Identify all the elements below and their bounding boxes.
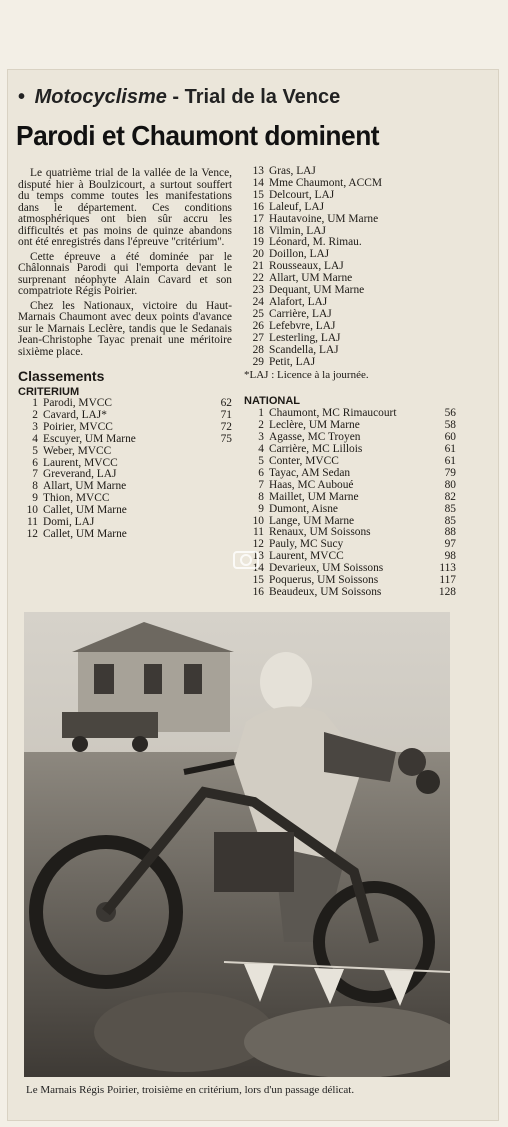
kicker-bullet: • [18,86,26,108]
result-rank: 5 [258,455,264,468]
result-row [244,178,456,190]
result-rank: 22 [252,272,264,285]
result-name: Lesterling, LAJ [269,332,341,344]
result-name: Petit, LAJ [269,356,316,368]
result-name: Callet, UM Marne [43,505,127,517]
result-rank: 3 [258,431,264,444]
result-rank: 4 [258,443,264,456]
result-name: Poirier, MVCC [43,421,113,433]
result-row [244,575,456,587]
result-rank: 11 [27,516,38,529]
result-rank: 20 [252,248,264,261]
result-points [422,357,456,369]
result-points: 61 [444,443,456,456]
result-name: Mme Chaumont, ACCM [269,177,382,189]
result-name: Hautavoine, UM Marne [269,213,379,225]
kicker-subject: - Trial de la Vence [172,86,341,108]
result-rank: 16 [252,200,264,213]
result-points [422,190,456,202]
result-rank: 4 [32,432,38,445]
left-column [18,168,232,541]
result-name: Chaumont, MC Rimaucourt [269,408,397,420]
result-row [244,190,456,202]
paragraph: Cette épreuve a été dominée par le Châlonnais Parodi qui l'emporta devant le surprenant néophyte Alain Cavard et son compatriote Régis Poirier. [18,250,232,297]
result-rank: 24 [252,295,264,308]
result-rank: 27 [252,331,264,344]
result-row [244,516,456,528]
result-rank: 12 [252,538,264,551]
result-points [422,249,456,261]
result-row [244,357,456,369]
result-name: Cavard, LAJ* [43,409,107,421]
result-rank: 15 [252,574,264,587]
result-points [198,469,232,481]
result-name: Domi, LAJ [43,517,95,529]
result-row [18,410,232,422]
result-points [422,273,456,285]
result-points: 82 [444,490,456,503]
result-row [244,249,456,261]
result-row [244,468,456,480]
result-rank: 14 [252,562,264,575]
photobucket-watermark-icon [232,548,260,572]
result-row [244,551,456,563]
result-points [422,214,456,226]
result-name: Callet, UM Marne [43,528,127,540]
result-name: Thion, MVCC [43,493,110,505]
result-row [18,434,232,446]
result-name: Lefebvre, LAJ [269,320,336,332]
headline: Parodi et Chaumont dominent [16,120,380,151]
result-rank: 13 [252,165,264,177]
result-name: Léonard, M. Rimau. [269,237,362,249]
result-name: Haas, MC Auboué [269,479,354,491]
result-row [18,422,232,434]
paragraph: Le quatrième trial de la vallée de la Vence, disputé hier à Boulzicourt, a surtout souffert du temps comme toutes les manifestations dans le département. Ces conditions atmosphériques ont bien sûr accru les difficultés et pas moins de quinze abandons ont été enregistrés dans l'épreuve ''critérium''. [18,167,232,248]
result-row [18,529,232,541]
result-row [244,202,456,214]
result-rank: 6 [32,456,38,469]
article-kicker [18,86,488,109]
result-points [198,446,232,458]
result-points [422,226,456,238]
result-row [18,469,232,481]
kicker-section: Motocyclisme [34,86,167,108]
result-rank: 14 [252,176,264,189]
result-row [18,398,232,410]
criterium-list-part-1 [18,398,232,541]
result-row [18,493,232,505]
criterium-title: CRITERIUM [18,386,80,398]
result-name: Laurent, MVCC [43,457,118,469]
result-rank: 1 [32,397,38,409]
result-points: 80 [444,478,456,491]
result-points: 61 [444,455,456,468]
result-points [422,297,456,309]
result-rank: 13 [252,550,264,563]
result-rank: 7 [32,468,38,481]
result-row [18,481,232,493]
result-name: Leclère, UM Marne [269,420,360,432]
result-name: Delcourt, LAJ [269,189,335,201]
result-row [244,345,456,357]
result-points [422,261,456,273]
result-row [244,587,456,599]
result-points [198,481,232,493]
result-rank: 6 [258,466,264,479]
paragraph: Chez les Nationaux, victoire du Haut-Marnais Chaumont avec deux points d'avance sur le Marnais Leclère, tandis que le Sedanais Jean-Christophe Tayac prenait une méritoire sixième place. [18,299,232,358]
result-points [198,493,232,505]
result-points: 128 [438,586,456,598]
result-row [244,226,456,238]
result-row [244,492,456,504]
result-points [422,333,456,345]
result-row [244,166,456,178]
result-points: 98 [444,550,456,563]
result-name: Dumont, Aisne [269,503,338,515]
result-points: 88 [444,526,456,539]
result-points: 58 [444,419,456,432]
result-name: Allart, UM Marne [43,481,127,493]
result-points [198,517,232,529]
result-name: Lange, UM Marne [269,515,355,527]
result-row [244,480,456,492]
result-rank: 9 [258,502,264,515]
result-name: Pauly, MC Sucy [269,539,344,551]
result-name: Laleuf, LAJ [269,201,325,213]
result-points [422,309,456,321]
result-points [422,166,456,178]
result-rank: 28 [252,343,264,356]
result-name: Dequant, UM Marne [269,285,365,297]
result-rank: 17 [252,212,264,225]
result-points [422,202,456,214]
result-name: Agasse, MC Troyen [269,432,361,444]
result-row [244,563,456,575]
result-points [198,529,232,541]
result-points: 79 [444,466,456,479]
result-name: Escuyer, UM Marne [43,433,136,445]
licence-note: *LAJ : Licence à la journée. [244,369,369,382]
result-row [244,237,456,249]
national-list [244,408,456,599]
result-name: Alafort, LAJ [269,296,328,308]
result-name: Doillon, LAJ [269,249,330,261]
result-name: Carrière, MC Lillois [269,444,363,456]
result-points: 71 [220,408,232,421]
result-name: Devarieux, UM Soissons [269,563,384,575]
result-rank: 29 [252,355,264,368]
result-rank: 10 [26,504,38,517]
result-points [422,237,456,249]
result-points: 85 [444,502,456,515]
result-row [18,517,232,529]
result-name: Rousseaux, LAJ [269,261,344,273]
result-points: 62 [220,397,232,409]
result-name: Vilmin, LAJ [269,225,326,237]
result-rank: 15 [252,188,264,201]
result-rank: 8 [32,480,38,493]
result-rank: 1 [258,407,264,420]
result-rank: 10 [252,514,264,527]
result-rank: 5 [32,444,38,457]
result-points: 113 [439,562,456,575]
photo-caption: Le Marnais Régis Poirier, troisième en critérium, lors d'un passage délicat. [26,1084,355,1096]
result-rank: 19 [252,236,264,249]
result-points [422,345,456,357]
result-rank: 11 [253,526,264,539]
result-row [244,333,456,345]
result-row [244,420,456,432]
result-name: Maillet, UM Marne [269,491,359,503]
result-row [244,297,456,309]
result-name: Gras, LAJ [269,166,316,177]
result-points: 97 [444,538,456,551]
result-rank: 16 [252,586,264,598]
classements-title: Classements [18,368,105,384]
result-rank: 23 [252,284,264,297]
criterium-list-part-2 [244,166,456,368]
result-row [244,432,456,444]
result-row [244,456,456,468]
result-points [198,458,232,470]
result-name: Scandella, LAJ [269,344,339,356]
result-row [18,446,232,458]
result-name: Carrière, LAJ [269,308,332,320]
result-rank: 25 [252,307,264,320]
result-rank: 2 [258,419,264,432]
result-rank: 18 [252,224,264,237]
national-title: NATIONAL [244,395,301,408]
result-points: 60 [444,431,456,444]
result-row [244,444,456,456]
result-name: Beaudeux, UM Soissons [269,587,382,598]
result-points [422,321,456,333]
right-column [244,166,456,599]
result-row [244,321,456,333]
result-rank: 12 [26,527,38,540]
result-rank: 3 [32,420,38,433]
result-name: Conter, MVCC [269,456,339,468]
result-row [244,273,456,285]
result-row [244,261,456,273]
result-points: 56 [444,407,456,420]
result-name: Laurent, MVCC [269,551,344,563]
result-points [422,285,456,297]
article-body [18,168,232,358]
result-name: Weber, MVCC [43,445,112,457]
result-points: 72 [220,420,232,433]
result-rank: 9 [32,492,38,505]
trial-photo [24,612,450,1077]
result-points [198,505,232,517]
photo-illustration [24,612,450,1077]
result-name: Greverand, LAJ [43,469,117,481]
result-name: Renaux, UM Soissons [269,527,371,539]
result-row [18,458,232,470]
result-rank: 8 [258,490,264,503]
result-row [244,309,456,321]
result-name: Allart, UM Marne [269,273,353,285]
result-row [18,505,232,517]
result-name: Poquerus, UM Soissons [269,575,379,587]
result-rank: 2 [32,408,38,421]
result-row [244,539,456,551]
result-row [244,285,456,297]
result-row [244,527,456,539]
result-name: Tayac, AM Sedan [269,467,351,479]
result-rank: 26 [252,319,264,332]
result-points: 117 [439,574,456,587]
result-name: Parodi, MVCC [43,398,112,409]
result-rank: 21 [252,260,264,273]
result-rank: 7 [258,478,264,491]
result-row [244,408,456,420]
result-row [244,504,456,516]
result-row [244,214,456,226]
result-points: 85 [444,514,456,527]
result-points: 75 [220,432,232,445]
result-points [422,178,456,190]
